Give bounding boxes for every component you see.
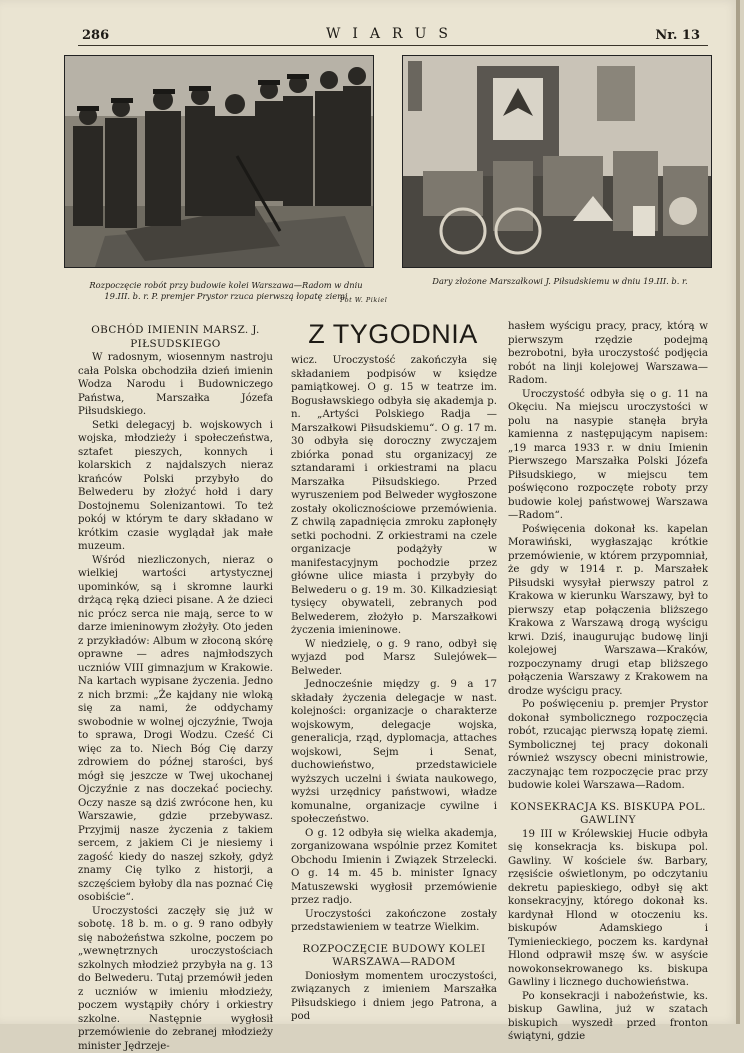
photo-caption-left: Rozpoczęcie robót przy budowie kolei Warszawa—Radom w dniu 19.III. b. r. P. premjer Prystor rzuca pierwszą łopatę ziemi: [76, 280, 376, 302]
paragraph: W radosnym, wiosennym nastroju cała Polska obchodziła dzień imienin Wodza Narodu i Budowniczego Państwa, Marszałka Józefa Piłsudskiego.: [78, 351, 273, 419]
paragraph: Uroczystość odbyła się o g. 11 na Okęciu. Na miejscu uroczystości w polu na nasypie stanęła bryła kamienna z następującym napisem: „19 marca 1933 r. w dniu Imienin Pierwszego Marszałka Polski Józefa Piłsudskiego, w miejscu tem poświęcono rozpoczęte roboty przy budowie kolej państwowej Warszawa—Radom“.: [508, 388, 708, 523]
article-heading-railway: ROZPOCZĘCIE BUDOWY KOLEI WARSZAWA—RADOM: [291, 943, 497, 970]
paragraph: Po konsekracji i nabożeństwie, ks. biskup Gawlina, już w szatach biskupich wyszedł przed fronton świątyni, gdzie: [508, 990, 708, 1044]
paragraph: Poświęcenia dokonał ks. kapelan Morawiński, wygłaszając krótkie przemówienie, w którem przypomniał, że gdy w 1914 r. p. Marszałek Piłsudski wysyłał pierwszy patrol z Krakowa w kierunku Warszawy, był to pierwszy etap połączenia bliższego Krakowa z Warszawą drogą wyścigu krwi. Dziś, inaugurując budowę linji kolejowej Warszawa—Kraków, rozpoczynamy drugi etap bliższego połączenia Warszawy z Krakowem na drodze wyścigu pracy.: [508, 523, 708, 699]
column-right: [508, 320, 708, 1044]
paragraph: Uroczystości zaczęły się już w sobotę. 18 b. m. o g. 9 rano odbyły się nabożeństwa szkolne, poczem po „wewnętrznych uroczystościach szkolnych młodzież przybyła na g. 13 do Belwederu. Tutaj przemówił jeden z uczniów w imieniu młodzieży, poczem wystąpiły chóry i orkiestry szkolne. Następnie wygłosił przemówienie do zebranej młodzieży minister Jędrzeje-: [78, 905, 273, 1053]
column-left: [78, 324, 273, 1053]
paragraph: O g. 12 odbyła się wielka akademja, zorganizowana wspólnie przez Komitet Obchodu Imienin i Związek Strzelecki. O g. 14 m. 45 b. minister Ignacy Matuszewski wygłosił przemówienie przez radjo.: [291, 827, 497, 908]
section-title: Z TYGODNIA: [287, 319, 499, 349]
paragraph: W niedzielę, o g. 9 rano, odbył się wyjazd pod Marsz Sulejówek—Belweder.: [291, 638, 497, 679]
page-number: 286: [82, 28, 109, 43]
photo-gifts-for-marshal: [402, 55, 712, 268]
header-rule: [78, 45, 708, 46]
paragraph: wicz. Uroczystość zakończyła się składaniem podpisów w księdze pamiątkowej. O g. 15 w teatrze im. Bogusławskiego odbyła się akademja p. n. „Artyści Polskiego Radja — Marszałkowi Piłsudskiemu“. O g. 17 m. 30 odbyła się doroczny zwyczajem zbiórka ponad stu organizacyj ze sztandarami i orkiestrami na placu Marszałka Piłsudskiego. Przed wyruszeniem pod Belweder wygłoszone zostały okolicznościowe przemówienia. Z chwilą zapadnięcia zmroku zapłonęły setki pochodni. Z orkiestrami na czele organizacje podążyły w manifestacyjnym pochodzie przez główne ulice miasta i przybyły do Belwederu o g. 19 m. 30. Kilkadziesiąt tysięcy obywateli, zebranych pod Belwederem, złożyło p. Marszałkowi życzenia imieninowe.: [291, 354, 497, 638]
page-header: [78, 26, 708, 44]
paragraph: Doniosłym momentem uroczystości, związanych z imieniem Marszałka Piłsudskiego i dniem jego Patrona, a pod: [291, 970, 497, 1024]
photo-railway-groundbreaking: [64, 55, 374, 268]
paragraph: 19 III w Królewskiej Hucie odbyła się konsekracja ks. biskupa pol. Gawliny. W kościele św. Barbary, rzęsiście oświetlonym, po odczytaniu dekretu papieskiego, odbył się akt konsekracyjny, którego dokonał ks. kardynał Hlond w otoczeniu ks. biskupów Adamskiego i Tymienieckiego, poczem ks. kardynał Hlond odprawił mszę św. w asyście nowokonsekrowanego ks. biskupa Gawliny i licznego duchowieństwa.: [508, 828, 708, 990]
paragraph: Po poświęceniu p. premjer Prystor dokonał symbolicznego rozpoczęcia robót, rzucając pierwszą łopatę ziemi. Symbolicznej tej pracy dokonali również wszyscy obecni ministrowie, zaczynając tem rozpoczęcie prac przy budowie kolei Warszawa—Radom.: [508, 698, 708, 793]
column-middle: [291, 354, 497, 1024]
photo-caption-right: Dary złożone Marszałkowi J. Piłsudskiemu w dniu 19.III. b. r.: [410, 276, 710, 287]
paragraph: Uroczystości zakończone zostały przedstawieniem w teatrze Wielkim.: [291, 908, 497, 935]
article-heading-nameday: OBCHÓD IMIENIN MARSZ. J. PIŁSUDSKIEGO: [78, 324, 273, 351]
page-edge: [736, 0, 740, 1024]
paragraph: Wśród niezliczonych, nieraz o wielkiej wartości artystycznej upominków, są i skromne laurki drżącą ręką dzieci pisane. A że dzieci nic prócz serca nie mają, serce to w darze imieninowym złożyły. Oto jeden z przykładów: Album w złoconą skórę oprawne — adres najmłodszych uczniów VIII gimnazjum w Krakowie. Na kartach wypisane życzenia. Jedno z nich brzmi: „Że kajdany nie wloką się za nami, że oddychamy swobodnie w wolnej ojczyźnie, Twoja to sprawa, Drogi Wodzu. Cześć Ci więc za to. Niech Bóg Cię darzy zdrowiem do późnej starości, byś mógł się jeszcze w Twej ukochanej Ojczyźnie z nas doczekać pociechy. Oczy nasze są dziś zwrócone hen, ku Warszawie, gdzie przebywasz. Przyjmij nasze życzenia z takiem sercem, z jakiem Ci je niesiemy i zagość kiedy do naszej szkoły, gdyż znamy Cię tylko z historji, a szczęściem byłoby dla nas poznać Cię osobiście“.: [78, 554, 273, 905]
publication-title: WIARUS: [78, 26, 708, 42]
photo-credit: Fot W. Pikiel: [340, 296, 387, 304]
article-heading-consecration: KONSEKRACJA KS. BISKUPA POL. GAWLINY: [508, 801, 708, 828]
paragraph: Setki delegacyj b. wojskowych i wojska, młodzieży i społeczeństwa, sztafet pieszych, konnych i kolarskich z najdalszych nieraz krańców Polski przybyło do Belwederu by złożyć hołd i dary Dostojnemu Solenizantowi. To też pokój w którym te dary składano w krótkim czasie wyglądał jak małe muzeum.: [78, 419, 273, 554]
issue-number: Nr. 13: [655, 28, 700, 43]
paragraph: Jednocześnie między g. 9 a 17 składały życzenia delegacje w nast. kolejności: organizacje o charakterze wojskowym, delegacje wojska, generalicja, rząd, dyplomacja, attaches wojskowi, Sejm i Senat, duchowieństwo, przedstawiciele wyższych uczelni i świata naukowego, wyżsi urzędnicy państwowi, władze komunalne, organizacje cywilne i społeczeństwo.: [291, 678, 497, 827]
paragraph: hasłem wyścigu pracy, pracy, którą w pierwszym rzędzie podejmą bezrobotni, była uroczystość podjęcia robót na linji kolejowej Warszawa—Radom.: [508, 320, 708, 388]
